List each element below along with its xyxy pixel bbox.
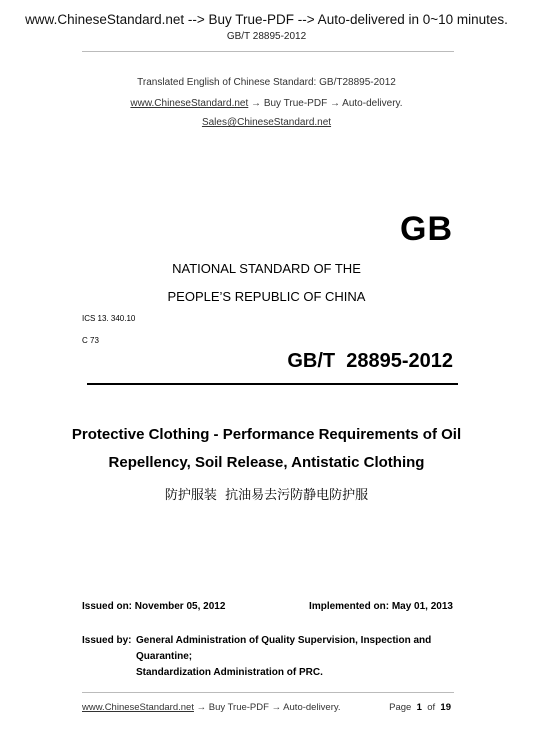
issuer-line1: General Administration of Quality Supervision, Inspection and — [136, 635, 432, 646]
translation-purchase-line — [0, 98, 533, 109]
page-of: of — [427, 702, 436, 713]
translation-email-line — [0, 117, 533, 128]
gb-mark: GB — [400, 210, 453, 248]
standard-number: GB/T 28895-2012 — [287, 350, 453, 372]
page-indicator — [389, 702, 451, 713]
issuer-line3: Standardization Administration of PRC. — [136, 667, 323, 678]
footer-purchase-text: → Buy True-PDF → Auto-delivery. — [193, 702, 341, 713]
purchase-text: → Buy True-PDF → Auto-delivery. — [248, 98, 403, 109]
national-standard-line2: PEOPLE’S REPUBLIC OF CHINA — [167, 289, 366, 304]
page-current: 1 — [416, 702, 422, 713]
footer-site-link[interactable]: www.ChineseStandard.net — [82, 702, 194, 713]
implemented-on-date: Implemented on: May 01, 2013 — [309, 601, 453, 612]
ccs-code: C 73 — [82, 336, 99, 345]
footer-purchase-line — [82, 702, 341, 713]
national-standard-line1: NATIONAL STANDARD OF THE — [172, 261, 361, 276]
page-total: 19 — [440, 702, 451, 713]
issuer-label: Issued by: — [82, 635, 132, 646]
title-line2: Repellency, Soil Release, Antistatic Clothing — [108, 454, 425, 471]
title-line1: Protective Clothing - Performance Requirements of Oil — [71, 426, 462, 443]
sales-email-link[interactable]: Sales@ChineseStandard.net — [201, 117, 332, 128]
top-banner: www.ChineseStandard.net --> Buy True-PDF --> Auto-delivered in 0~10 minutes. — [25, 12, 508, 27]
page-label: Page — [389, 702, 412, 713]
header-divider — [82, 51, 454, 52]
issuer-line2: Quarantine; — [136, 651, 193, 662]
translation-note: Translated English of Chinese Standard: GB/T28895-2012 — [137, 77, 396, 88]
footer-divider — [82, 692, 454, 693]
issuer-block — [82, 633, 431, 681]
header-standard-code: GB/T 28895-2012 — [226, 31, 307, 42]
ics-code: ICS 13. 340.10 — [82, 314, 136, 323]
chinese-title: 防护服装 抗油易去污防静电防护服 — [164, 488, 369, 503]
site-link[interactable]: www.ChineseStandard.net — [130, 98, 249, 109]
standard-number-rule — [87, 383, 458, 385]
issued-on-date: Issued on: November 05, 2012 — [82, 601, 226, 612]
